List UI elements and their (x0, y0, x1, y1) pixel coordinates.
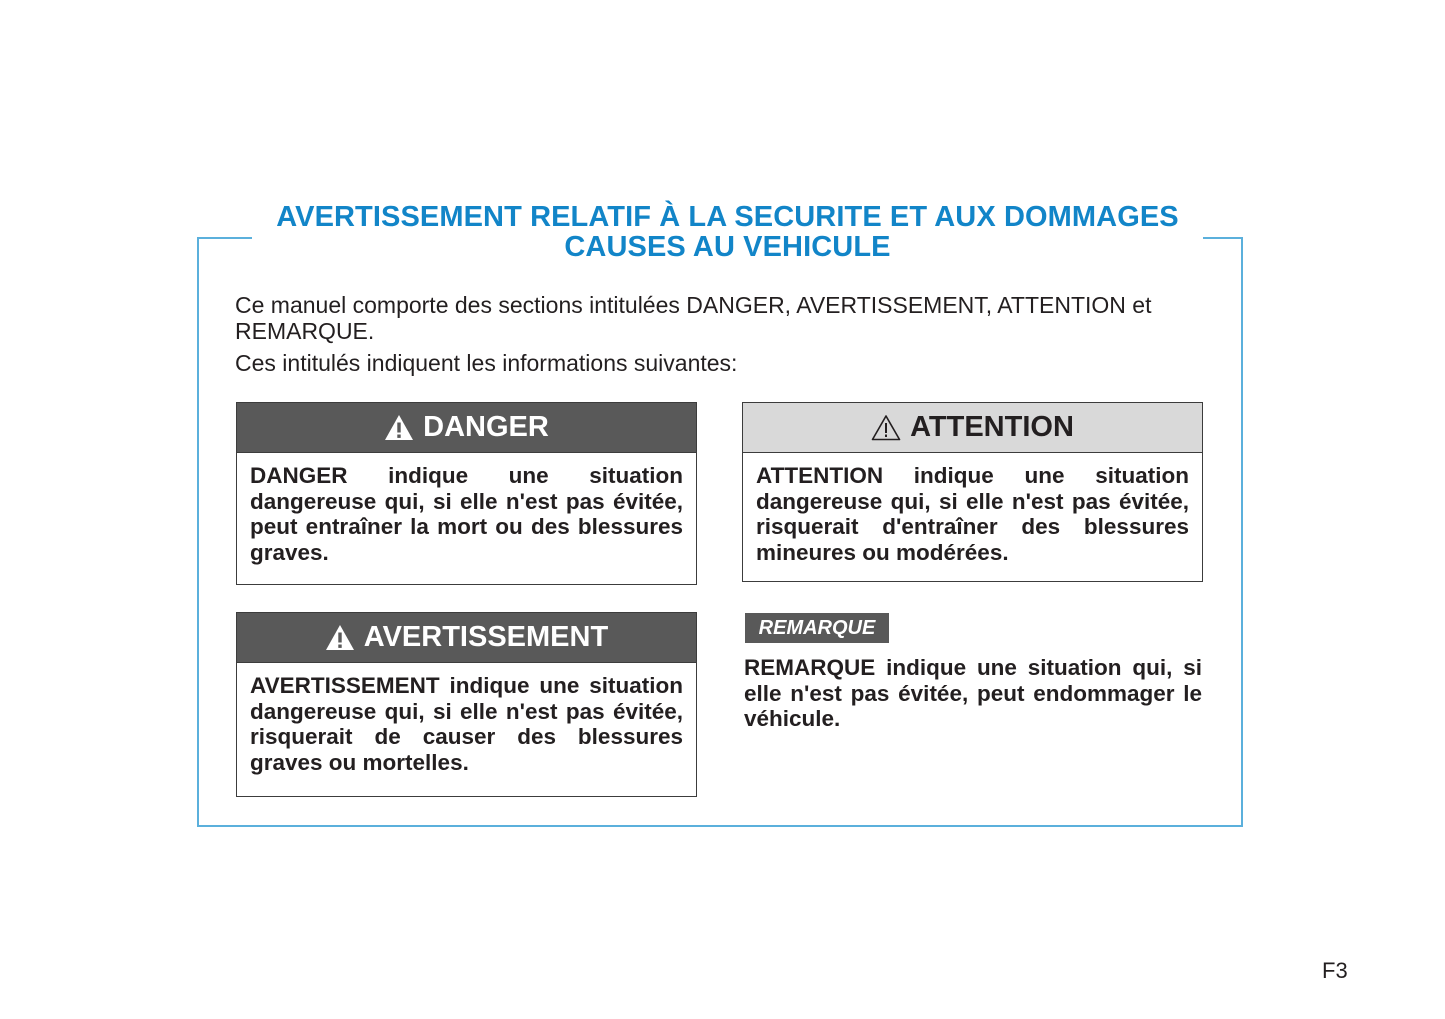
warning-description: AVERTISSEMENT indique une situation dangereuse qui, si elle n'est pas évitée, risquerait de causer des blessures graves ou mortelles. (250, 673, 683, 775)
intro-text (235, 292, 1210, 376)
attention-heading: ATTENTION (910, 411, 1074, 443)
warning-header (237, 613, 696, 663)
attention-description: ATTENTION indique une situation dangereuse qui, si elle n'est pas évitée, risquerait d'entraîner des blessures mineures ou modérées. (756, 463, 1189, 565)
intro-paragraph-1: Ce manuel comporte des sections intitulées DANGER, AVERTISSEMENT, ATTENTION et REMARQUE. (235, 292, 1152, 344)
warning-heading: AVERTISSEMENT (363, 621, 609, 653)
page-number: F3 (1322, 958, 1348, 983)
attention-header (743, 403, 1202, 453)
warning-triangle-outline-icon (871, 414, 901, 441)
note-badge: REMARQUE (745, 613, 889, 643)
danger-box (236, 402, 697, 585)
danger-heading: DANGER (423, 411, 549, 443)
section-title-line1: AVERTISSEMENT RELATIF À LA SECURITE ET AUX DOMMAGES (276, 201, 1179, 233)
intro-paragraph-2: Ces intitulés indiquent les informations suivantes: (235, 350, 738, 376)
attention-box (742, 402, 1203, 582)
warning-triangle-filled-icon (325, 624, 355, 651)
warning-box (236, 612, 697, 797)
danger-description: DANGER indique une situation dangereuse qui, si elle n'est pas évitée, peut entraîner la mort ou des blessures graves. (250, 463, 683, 565)
warning-triangle-filled-icon (384, 414, 414, 441)
section-title (252, 202, 1203, 262)
section-title-line2: CAUSES AU VEHICULE (564, 231, 891, 263)
note-description: REMARQUE indique une situation qui, si elle n'est pas évitée, peut endommager le véhicule. (744, 655, 1202, 731)
danger-header (237, 403, 696, 453)
